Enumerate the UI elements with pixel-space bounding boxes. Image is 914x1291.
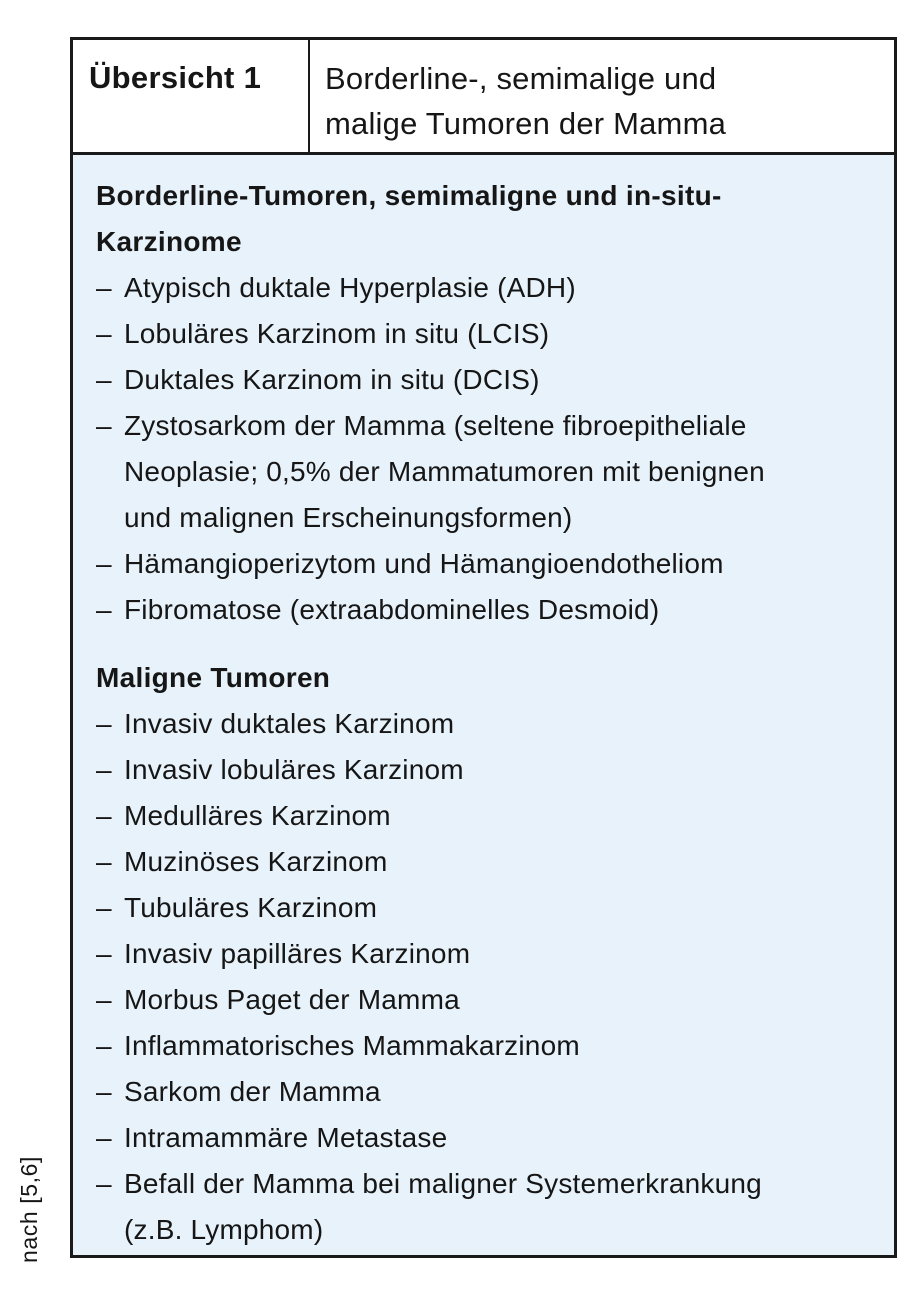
section-heading-line: Maligne Tumoren (96, 662, 331, 693)
item-line: Atypisch duktale Hyperplasie (ADH) (124, 272, 576, 303)
list-item (96, 931, 876, 977)
item-line: Tubuläres Karzinom (124, 892, 378, 923)
item-line: (z.B. Lymphom) (124, 1214, 324, 1245)
item-text (124, 839, 876, 885)
section-heading-line: Borderline-Tumoren, semimaligne und in-situ- (96, 180, 722, 211)
box-title-line: malige Tumoren der Mamma (325, 106, 727, 141)
item-line: Invasiv papilläres Karzinom (124, 938, 471, 969)
item-text (124, 885, 876, 931)
item-text (124, 311, 876, 357)
item-text (124, 541, 876, 587)
list-item (96, 1023, 876, 1069)
box-label: Übersicht 1 (89, 60, 262, 95)
item-text (124, 747, 876, 793)
item-line: Befall der Mamma bei maligner Systemerkrankung (124, 1168, 762, 1199)
section-maligne-tumoren (96, 655, 876, 1253)
item-text (124, 1023, 876, 1069)
source-citation: nach [5,6] (16, 1155, 42, 1263)
box-body (73, 155, 894, 1255)
dash-bullet: – (96, 410, 112, 441)
dash-bullet: – (96, 594, 112, 625)
dash-bullet: – (96, 892, 112, 923)
dash-bullet: – (96, 364, 112, 395)
item-text (124, 931, 876, 977)
header-title-cell (310, 40, 894, 152)
item-line: Intramammäre Metastase (124, 1122, 448, 1153)
item-text (124, 265, 876, 311)
item-line: Medulläres Karzinom (124, 800, 391, 831)
dash-bullet: – (96, 1168, 112, 1199)
item-line: Zystosarkom der Mamma (seltene fibroepitheliale (124, 410, 747, 441)
list-item (96, 1161, 876, 1253)
section-heading (96, 655, 876, 701)
item-text (124, 1069, 876, 1115)
dash-bullet: – (96, 272, 112, 303)
dash-bullet: – (96, 318, 112, 349)
dash-bullet: – (96, 846, 112, 877)
list-item (96, 747, 876, 793)
list-item (96, 265, 876, 311)
header-label-cell (73, 40, 310, 152)
list-item (96, 977, 876, 1023)
dash-bullet: – (96, 1030, 112, 1061)
item-line: Duktales Karzinom in situ (DCIS) (124, 364, 540, 395)
section-heading (96, 173, 876, 265)
item-text (124, 701, 876, 747)
list-item (96, 1115, 876, 1161)
item-line: Lobuläres Karzinom in situ (LCIS) (124, 318, 550, 349)
item-text (124, 977, 876, 1023)
item-text (124, 403, 876, 541)
section-heading-line: Karzinome (96, 226, 242, 257)
list-item (96, 587, 876, 633)
item-line: Invasiv duktales Karzinom (124, 708, 455, 739)
item-line: Sarkom der Mamma (124, 1076, 381, 1107)
item-line: Neoplasie; 0,5% der Mammatumoren mit benignen (124, 456, 765, 487)
dash-bullet: – (96, 548, 112, 579)
item-text (124, 587, 876, 633)
dash-bullet: – (96, 800, 112, 831)
dash-bullet: – (96, 1122, 112, 1153)
item-line: und malignen Erscheinungsformen) (124, 502, 573, 533)
item-line: Inflammatorisches Mammakarzinom (124, 1030, 580, 1061)
item-text (124, 793, 876, 839)
item-line: Fibromatose (extraabdominelles Desmoid) (124, 594, 660, 625)
dash-bullet: – (96, 984, 112, 1015)
item-line: Muzinöses Karzinom (124, 846, 388, 877)
list-item (96, 885, 876, 931)
dash-bullet: – (96, 938, 112, 969)
list-item (96, 311, 876, 357)
box-header (73, 40, 894, 155)
item-line: Invasiv lobuläres Karzinom (124, 754, 464, 785)
list-item (96, 357, 876, 403)
list-item (96, 1069, 876, 1115)
box-title-line: Borderline-, semimalige und (325, 61, 717, 96)
list-item (96, 403, 876, 541)
dash-bullet: – (96, 1076, 112, 1107)
list-item (96, 793, 876, 839)
item-line: Morbus Paget der Mamma (124, 984, 460, 1015)
list-item (96, 541, 876, 587)
item-line: Hämangioperizytom und Hämangioendotheliom (124, 548, 724, 579)
item-text (124, 1115, 876, 1161)
item-text (124, 1161, 876, 1253)
dash-bullet: – (96, 754, 112, 785)
dash-bullet: – (96, 708, 112, 739)
item-text (124, 357, 876, 403)
list-item (96, 701, 876, 747)
overview-box (70, 37, 897, 1258)
section-borderline-tumoren (96, 173, 876, 633)
list-item (96, 839, 876, 885)
